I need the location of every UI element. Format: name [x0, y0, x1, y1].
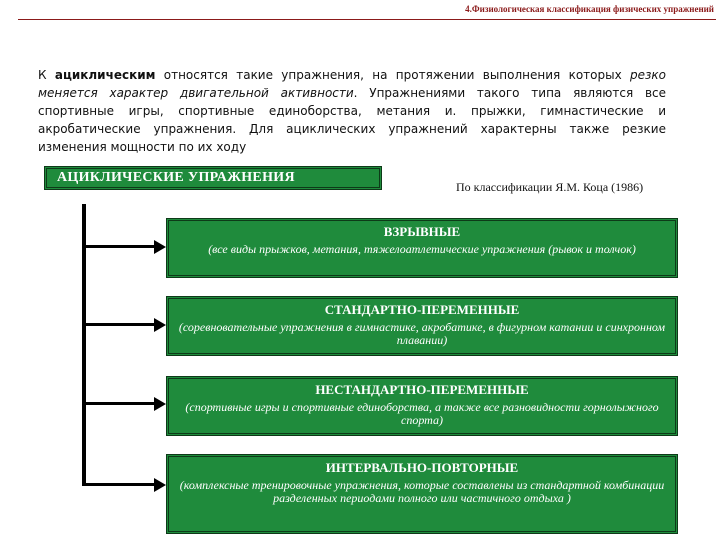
- intro-text-3: . Упражнениями такого типа являются все спортивные игры, спортивные единоборства, метания и. прыжки, гимнастические и акробатические упражнения. Для ациклических упражнений характерны также резкие изменения мощности по их ходу: [38, 86, 666, 154]
- category-title: ИНТЕРВАЛЬНО-ПОВТОРНЫЕ: [325, 460, 519, 475]
- classification-source-note: По классификации Я.М. Коца (1986): [456, 180, 644, 194]
- category-title: НЕСТАНДАРТНО-ПЕРЕМЕННЫЕ: [315, 382, 529, 397]
- intro-text-1: К: [38, 68, 55, 82]
- arrow-right-icon: [154, 240, 166, 254]
- arrow-right-icon: [154, 397, 166, 411]
- intro-paragraph: [38, 66, 666, 156]
- category-description: (все виды прыжков, метания, тяжелоатлетические упражнения (рывок и толчок): [208, 242, 636, 256]
- intro-italic-phrase: резко меняется характер двигательной активности: [38, 68, 666, 100]
- header-divider: [18, 19, 716, 20]
- category-card-explosive: [166, 218, 678, 278]
- intro-text-2: относятся такие упражнения, на протяжении выполнения которых: [155, 68, 631, 82]
- connector-branch: [84, 323, 156, 326]
- connector-branch: [84, 245, 156, 248]
- arrow-right-icon: [154, 318, 166, 332]
- category-title: СТАНДАРТНО-ПЕРЕМЕННЫЕ: [324, 302, 520, 317]
- category-description: (соревновательные упражнения в гимнастике, акробатике, в фигурном катании и синхронном плавании): [178, 320, 666, 347]
- connector-branch: [84, 483, 156, 486]
- connector-branch: [84, 402, 156, 405]
- main-category-box: АЦИКЛИЧЕСКИЕ УПРАЖНЕНИЯ: [44, 166, 382, 190]
- category-card-interval-repeated: [166, 454, 678, 534]
- category-description: (спортивные игры и спортивные единоборства, а также все разновидности горнолыжного спорта): [185, 400, 659, 427]
- category-description: (комплексные тренировочные упражнения, которые составлены из стандартной комбинации разделенных периодами полного или частичного отдыха ): [179, 478, 665, 505]
- arrow-right-icon: [154, 478, 166, 492]
- category-card-standard-variable: [166, 296, 678, 356]
- category-title: ВЗРЫВНЫЕ: [383, 224, 461, 239]
- page-header-title: 4.Физиологическая классификация физических упражнений: [465, 4, 714, 14]
- intro-bold-word: ациклическим: [54, 68, 156, 82]
- category-card-nonstandard-variable: [166, 376, 678, 436]
